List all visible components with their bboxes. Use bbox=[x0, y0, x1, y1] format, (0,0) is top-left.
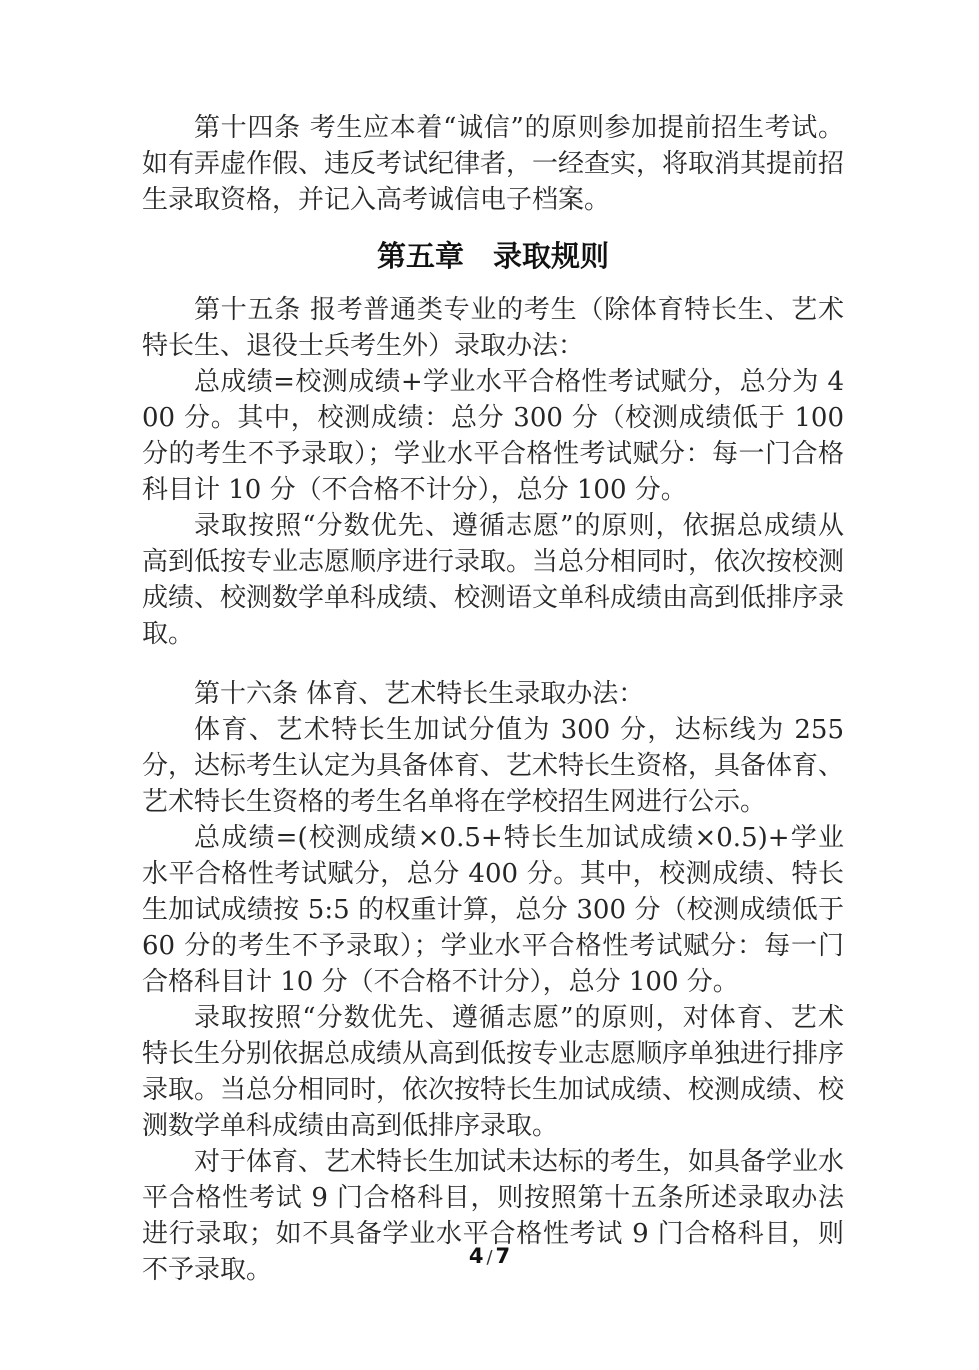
paragraph-article-14: 第十四条 考生应本着“诚信”的原则参加提前招生考试。如有弄虚作假、违反考试纪律者，一经查实，将取消其提前招生录取资格，并记入高考诚信电子档案。 bbox=[142, 113, 845, 215]
paragraph-admission-principle: 录取按照“分数优先、遵循志愿”的原则，依据总成绩从高到低按专业志愿顺序进行录取。当总分相同时，依次按校测成绩、校测数学单科成绩、校测语文单科成绩由高到低排序录取。 bbox=[142, 511, 845, 649]
document-content bbox=[142, 110, 844, 1288]
chapter-heading: 第五章 录取规则 bbox=[376, 239, 609, 273]
page-number-total: 7 bbox=[495, 1244, 511, 1268]
paragraph-special-talent-principle: 录取按照“分数优先、遵循志愿”的原则，对体育、艺术特长生分别依据总成绩从高到低按专业志愿顺序单独进行排序录取。当总分相同时，依次按特长生加试成绩、校测成绩、校测数学单科成绩由高到低排序录取。 bbox=[142, 1003, 845, 1141]
page-footer bbox=[0, 1244, 979, 1268]
page-number-current: 4 bbox=[468, 1244, 484, 1268]
paragraph-special-talent-formula: 总成绩=(校测成绩×0.5+特长生加试成绩×0.5)+学业水平合格性考试赋分，总分 400 分。其中，校测成绩、特长生加试成绩按 5:5 的权重计算，总分 300 分（校测成绩低于 60 分的考生不予录取）；学业水平合格性考试赋分：每一门合格科目计 10 分（不合格不计分），总分 100 分。 bbox=[142, 823, 844, 997]
paragraph-below-threshold-rule: 对于体育、艺术特长生加试未达标的考生，如具备学业水平合格性考试 9 门合格科目，则按照第十五条所述录取办法进行录取；如不具备学业水平合格性考试 9 门合格科目，则不予录取。 bbox=[142, 1147, 845, 1285]
paragraph-article-16: 第十六条 体育、艺术特长生录取办法： bbox=[194, 679, 645, 709]
paragraph-total-score-formula: 总成绩=校测成绩+学业水平合格性考试赋分，总分为 400 分。其中，校测成绩：总分 300 分（校测成绩低于 100 分的考生不予录取）；学业水平合格性考试赋分：每一门合格科目计 10 分（不合格不计分），总分 100 分。 bbox=[142, 367, 844, 505]
paragraph-article-15: 第十五条 报考普通类专业的考生（除体育特长生、艺术特长生、退役士兵考生外）录取办法： bbox=[142, 295, 844, 361]
paragraph-special-talent-threshold: 体育、艺术特长生加试分值为 300 分，达标线为 255 分，达标考生认定为具备体育、艺术特长生资格，具备体育、艺术特长生资格的考生名单将在学校招生网进行公示。 bbox=[142, 715, 845, 817]
page-number-separator: / bbox=[486, 1247, 493, 1268]
